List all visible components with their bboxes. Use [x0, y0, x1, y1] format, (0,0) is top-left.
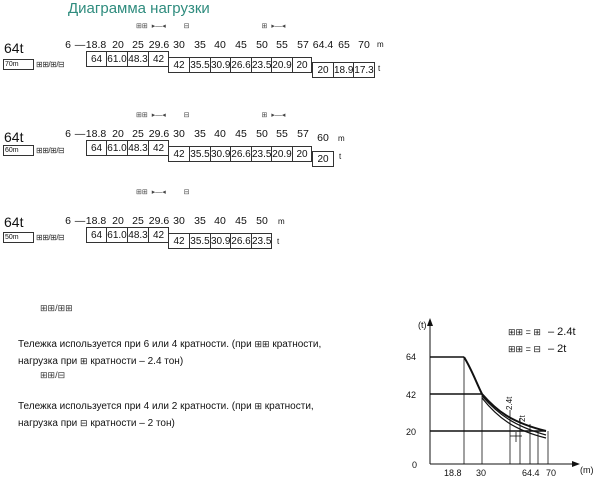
radius-value: 40 — [214, 39, 226, 51]
load-cell: 61.0 — [106, 51, 128, 67]
load-cell: 64 — [86, 227, 107, 243]
note-text: кратности, — [264, 401, 314, 412]
load-cell: 30.9 — [210, 146, 231, 162]
legend-text-2t: – 2t — [548, 343, 567, 355]
radius-value: 30 — [173, 128, 185, 140]
y-axis-label: (t) — [418, 320, 427, 330]
radius-value: 70 — [358, 39, 370, 51]
arrow-left-right-icon: ▸—◂ — [271, 112, 286, 119]
x-tick-label: 30 — [476, 468, 487, 478]
hook-3-icon: ⊞ — [261, 23, 268, 30]
arrow-left-right-icon: ▸—◂ — [151, 112, 166, 119]
y-axis-arrow-icon — [427, 318, 433, 326]
radius-value: 35 — [194, 215, 206, 227]
load-cell: 42 — [168, 233, 190, 249]
hook-2-icon: ⊟ — [183, 23, 190, 30]
y-tick-label: 20 — [406, 427, 417, 437]
radius-value: 64.4 — [312, 39, 334, 51]
legend-icon-2: ⊞⊞ = ⊟ — [508, 344, 541, 354]
load-cell: 48.3 — [127, 140, 149, 156]
load-cell: 35.5 — [189, 146, 211, 162]
radius-value: 20 — [112, 215, 124, 227]
note-trolley-4-2 — [18, 398, 338, 432]
hook-4-icon: ⊞⊞ — [136, 23, 148, 30]
hook-symbols-row — [136, 188, 190, 196]
load-cell: 30.9 — [210, 57, 231, 73]
radius-value: 60 — [317, 132, 329, 144]
page-title: Диаграмма нагрузки — [68, 0, 210, 17]
radius-value: 30 — [173, 215, 185, 227]
radius-value: 45 — [235, 128, 247, 140]
load-cell: 23.5 — [251, 57, 272, 73]
hook-4-icon: ⊞⊞ — [136, 189, 148, 196]
load-cell: 64 — [86, 51, 107, 67]
legend-text-2-4t: – 2.4t — [548, 326, 576, 338]
x-tick-label: 18.8 — [444, 468, 462, 478]
radius-value: 50 — [256, 128, 268, 140]
x-tick-label: 70 — [546, 468, 557, 478]
note-text: кратности – 2 тон) — [90, 418, 175, 429]
load-cell: 35.5 — [189, 57, 211, 73]
unit-load: t — [277, 237, 280, 246]
radius-value: 29.6 — [148, 39, 170, 51]
radius-value: 29.6 — [148, 128, 170, 140]
load-cell: 20 — [292, 146, 312, 162]
load-curve-svg — [400, 310, 600, 481]
load-cell: 64 — [86, 140, 107, 156]
curve-label-2t: 2t — [518, 415, 527, 422]
unit-radius: m — [338, 134, 345, 143]
note-text: Тележка используется при 4 или 2 кратности. (при — [18, 401, 252, 412]
load-cell: 42 — [168, 146, 190, 162]
radius-value: 6 — [65, 128, 71, 140]
radius-value: 55 — [276, 128, 288, 140]
note-trolley-6-4 — [18, 336, 338, 370]
load-cell: 42 — [148, 51, 169, 67]
radius-value: 20 — [112, 39, 124, 51]
load-cell: 48.3 — [127, 51, 149, 67]
load-cell: 23.5 — [251, 233, 272, 249]
curve-label-2-4t: 2.4t — [505, 396, 514, 410]
load-cell: 20.9 — [271, 146, 293, 162]
radius-value: 40 — [214, 128, 226, 140]
note-text: нагрузка при — [18, 356, 78, 367]
radius-value: 50 — [256, 215, 268, 227]
hook-2-icon: ⊟ — [183, 189, 190, 196]
hook-symbols-row — [136, 111, 285, 119]
load-table-50m — [0, 189, 600, 256]
radius-value: 6 — [65, 39, 71, 51]
radius-value: 18.8 — [85, 39, 107, 51]
load-cell: 18.9 — [333, 62, 354, 78]
radius-value: 57 — [297, 39, 309, 51]
y-tick-label: 0 — [412, 460, 418, 470]
load-cell: 61.0 — [106, 227, 128, 243]
reeving-icons: ⊞⊞/⊞/⊟ — [36, 233, 65, 242]
y-tick-label: 64 — [406, 352, 417, 362]
arrow-left-right-icon: ▸—◂ — [151, 189, 166, 196]
radius-value: 65 — [338, 39, 350, 51]
radius-value: 20 — [112, 128, 124, 140]
note-text: кратности, — [272, 339, 322, 350]
radius-value: 18.8 — [85, 128, 107, 140]
boom-length-tag: 60m — [3, 145, 34, 156]
load-cell: 20 — [312, 151, 334, 167]
unit-radius: m — [278, 217, 285, 226]
unit-load: t — [339, 152, 342, 161]
load-cell: 30.9 — [210, 233, 231, 249]
x-tick-label: 64.4 — [522, 468, 540, 478]
capacity-label: 64t — [4, 214, 24, 230]
arrow-left-right-icon: ▸—◂ — [271, 23, 286, 30]
radius-value: 35 — [194, 39, 206, 51]
arrow-left-right-icon: ▸—◂ — [151, 23, 166, 30]
hook-1-icon: ⊟ — [80, 418, 88, 428]
radius-value: 45 — [235, 215, 247, 227]
capacity-label: 64t — [4, 40, 24, 56]
radius-value: 6 — [65, 215, 71, 227]
load-cell: 20 — [312, 62, 334, 78]
radius-value: 57 — [297, 128, 309, 140]
hook-symbols-row — [136, 22, 285, 30]
radius-value: 25 — [132, 215, 144, 227]
note-text: Тележка используется при 6 или 4 кратности. (при — [18, 339, 252, 350]
radius-value: 45 — [235, 39, 247, 51]
load-cell: 26.6 — [230, 146, 252, 162]
reeving-symbol-header: ⊞⊞/⊞⊞ — [40, 303, 73, 313]
load-cell: 48.3 — [127, 227, 149, 243]
dash: — — [74, 215, 86, 227]
capacity-label: 64t — [4, 129, 24, 145]
load-cell: 26.6 — [230, 57, 252, 73]
note-text: нагрузка при — [18, 418, 78, 429]
hook-2-icon: ⊞ — [254, 401, 263, 411]
hook-2-icon: ⊞ — [80, 356, 88, 366]
note-text: кратности – 2.4 тон) — [90, 356, 184, 367]
dash: — — [74, 39, 86, 51]
radius-value: 25 — [132, 39, 144, 51]
unit-radius: m — [377, 40, 384, 49]
x-axis-label: (m) — [580, 465, 594, 475]
load-curve-graph — [400, 310, 600, 481]
hook-2-icon: ⊟ — [183, 112, 190, 119]
unit-load: t — [378, 64, 381, 73]
radius-value: 30 — [173, 39, 185, 51]
radius-value: 55 — [276, 39, 288, 51]
boom-length-tag: 50m — [3, 232, 34, 243]
load-cell: 42 — [148, 140, 169, 156]
dash: — — [74, 128, 86, 140]
hook-4-icon: ⊞⊞ — [136, 112, 148, 119]
load-table-60m — [0, 109, 600, 169]
load-table-70m — [0, 20, 600, 80]
radius-value: 29.6 — [148, 215, 170, 227]
radius-value: 40 — [214, 215, 226, 227]
load-cell: 20.9 — [271, 57, 293, 73]
load-cell: 23.5 — [251, 146, 272, 162]
reeving-symbol-small: ⊞⊞/⊟ — [40, 370, 66, 380]
y-tick-label: 42 — [406, 390, 417, 400]
load-cell: 35.5 — [189, 233, 211, 249]
reeving-icons: ⊞⊞/⊞/⊟ — [36, 146, 65, 155]
legend-icon-4: ⊞⊞ = ⊞ — [508, 327, 541, 337]
boom-length-tag: 70m — [3, 59, 34, 70]
x-axis-arrow-icon — [572, 461, 580, 467]
load-cell: 20 — [292, 57, 312, 73]
hook-3-icon: ⊞ — [261, 112, 268, 119]
radius-value: 18.8 — [85, 215, 107, 227]
load-cell: 61.0 — [106, 140, 128, 156]
reeving-icons: ⊞⊞/⊞/⊟ — [36, 60, 65, 69]
load-cell: 26.6 — [230, 233, 252, 249]
hook-4-icon: ⊞⊞ — [254, 339, 270, 349]
radius-value: 35 — [194, 128, 206, 140]
load-cell: 42 — [168, 57, 190, 73]
load-cell: 42 — [148, 227, 169, 243]
radius-value: 50 — [256, 39, 268, 51]
load-cell: 17.3 — [353, 62, 375, 78]
radius-value: 25 — [132, 128, 144, 140]
